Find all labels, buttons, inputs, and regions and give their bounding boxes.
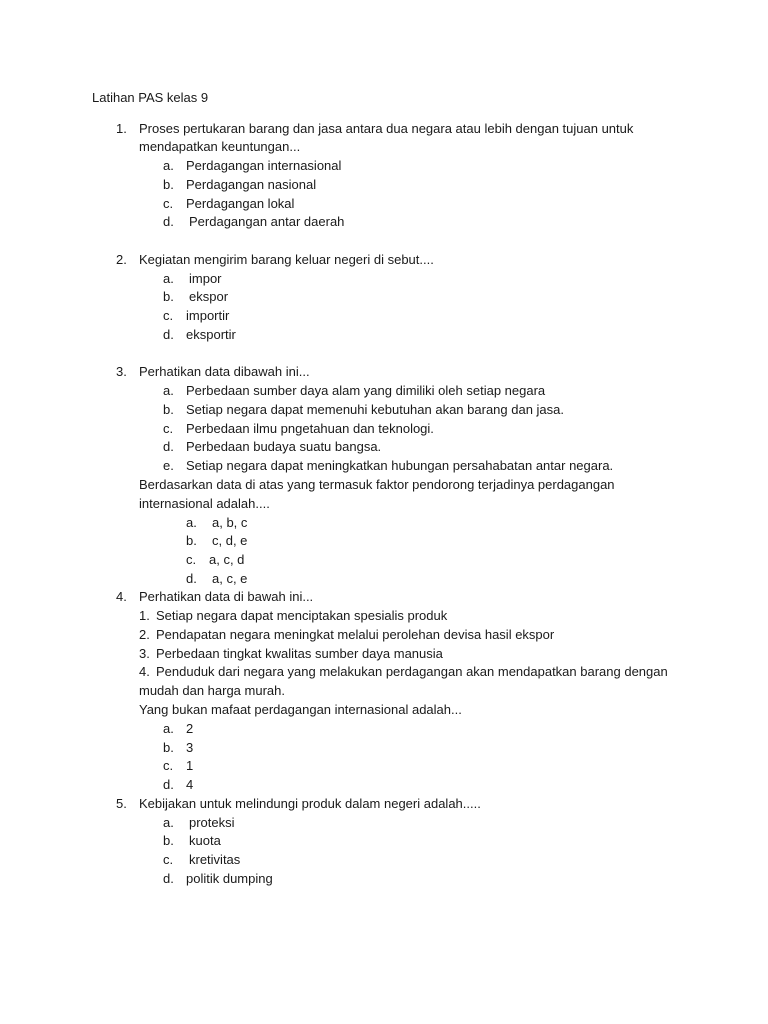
option-letter: b. (163, 177, 174, 192)
option-text: 4 (186, 777, 194, 792)
statement-letter: c. (163, 421, 174, 436)
question-text-line: mendapatkan keuntungan... (139, 139, 301, 154)
option-text: a, c, d (209, 552, 245, 567)
statement-text: Pendapatan negara meningkat melalui perolehan devisa hasil ekspor (156, 627, 555, 642)
statement-letter: a. (163, 383, 174, 398)
option-text: 2 (186, 721, 194, 736)
question-number: 2. (116, 252, 127, 267)
statement-letter: b. (163, 402, 174, 417)
option-letter: d. (163, 214, 174, 229)
question-number: 1. (116, 121, 127, 136)
question-prompt-line: Berdasarkan data di atas yang termasuk faktor pendorong terjadinya perdagangan (139, 477, 615, 492)
option-letter: c. (186, 552, 197, 567)
statement-number: 4. (139, 664, 150, 679)
option-text: Perdagangan nasional (186, 177, 317, 192)
option-letter: a. (163, 721, 174, 736)
statement-letter: d. (163, 439, 174, 454)
statement-text: Setiap negara dapat memenuhi kebutuhan akan barang dan jasa. (186, 402, 565, 417)
question-number: 3. (116, 364, 127, 379)
question-number: 5. (116, 796, 127, 811)
option-letter: a. (186, 515, 197, 530)
option-text: Perdagangan internasional (186, 158, 342, 173)
question-text-line: Kebijakan untuk melindungi produk dalam negeri adalah..... (139, 796, 481, 811)
option-text: eksportir (186, 327, 236, 342)
option-letter: a. (163, 158, 174, 173)
statement-text: Perbedaan sumber daya alam yang dimiliki oleh setiap negara (186, 383, 546, 398)
question-text-line: Proses pertukaran barang dan jasa antara dua negara atau lebih dengan tujuan untuk (139, 121, 634, 136)
option-letter: b. (163, 833, 174, 848)
page-title: Latihan PAS kelas 9 (92, 90, 209, 105)
option-text: politik dumping (186, 871, 273, 886)
option-text: a, c, e (212, 571, 248, 586)
question-prompt-line: internasional adalah.... (139, 496, 270, 511)
question-text-line: Perhatikan data di bawah ini... (139, 589, 314, 604)
option-letter: a. (163, 815, 174, 830)
option-letter: c. (163, 852, 174, 867)
statement-text: Perbedaan budaya suatu bangsa. (186, 439, 382, 454)
statement-number: 3. (139, 646, 150, 661)
option-letter: d. (186, 571, 197, 586)
option-text: Perdagangan antar daerah (189, 214, 345, 229)
statement-text: Perbedaan tingkat kwalitas sumber daya manusia (156, 646, 443, 661)
statement-text: Penduduk dari negara yang melakukan perdagangan akan mendapatkan barang dengan (156, 664, 668, 679)
option-letter: c. (163, 758, 174, 773)
option-text: 3 (186, 740, 194, 755)
option-text: a, b, c (212, 515, 248, 530)
option-letter: a. (163, 271, 174, 286)
statement-number: 2. (139, 627, 150, 642)
option-text: c, d, e (212, 533, 248, 548)
option-letter: b. (186, 533, 197, 548)
question-prompt-line: Yang bukan mafaat perdagangan internasional adalah... (139, 702, 462, 717)
statement-letter: e. (163, 458, 174, 473)
option-text: kuota (189, 833, 221, 848)
option-letter: c. (163, 196, 174, 211)
statement-text: Setiap negara dapat menciptakan spesialis produk (156, 608, 448, 623)
option-letter: d. (163, 871, 174, 886)
question-text-line: Perhatikan data dibawah ini... (139, 364, 310, 379)
option-text: Perdagangan lokal (186, 196, 295, 211)
statement-text: Setiap negara dapat meningkatkan hubungan persahabatan antar negara. (186, 458, 614, 473)
option-text: importir (186, 308, 230, 323)
option-text: 1 (186, 758, 194, 773)
option-letter: d. (163, 327, 174, 342)
option-text: kretivitas (189, 852, 241, 867)
option-text: ekspor (189, 289, 229, 304)
option-letter: b. (163, 740, 174, 755)
statement-text: Perbedaan ilmu pngetahuan dan teknologi. (186, 421, 434, 436)
question-number: 4. (116, 589, 127, 604)
statement-number: 1. (139, 608, 150, 623)
option-letter: b. (163, 289, 174, 304)
question-text-line: Kegiatan mengirim barang keluar negeri di sebut.... (139, 252, 434, 267)
option-text: impor (189, 271, 222, 286)
option-text: proteksi (189, 815, 235, 830)
statement-continuation: mudah dan harga murah. (139, 683, 285, 698)
option-letter: c. (163, 308, 174, 323)
option-letter: d. (163, 777, 174, 792)
